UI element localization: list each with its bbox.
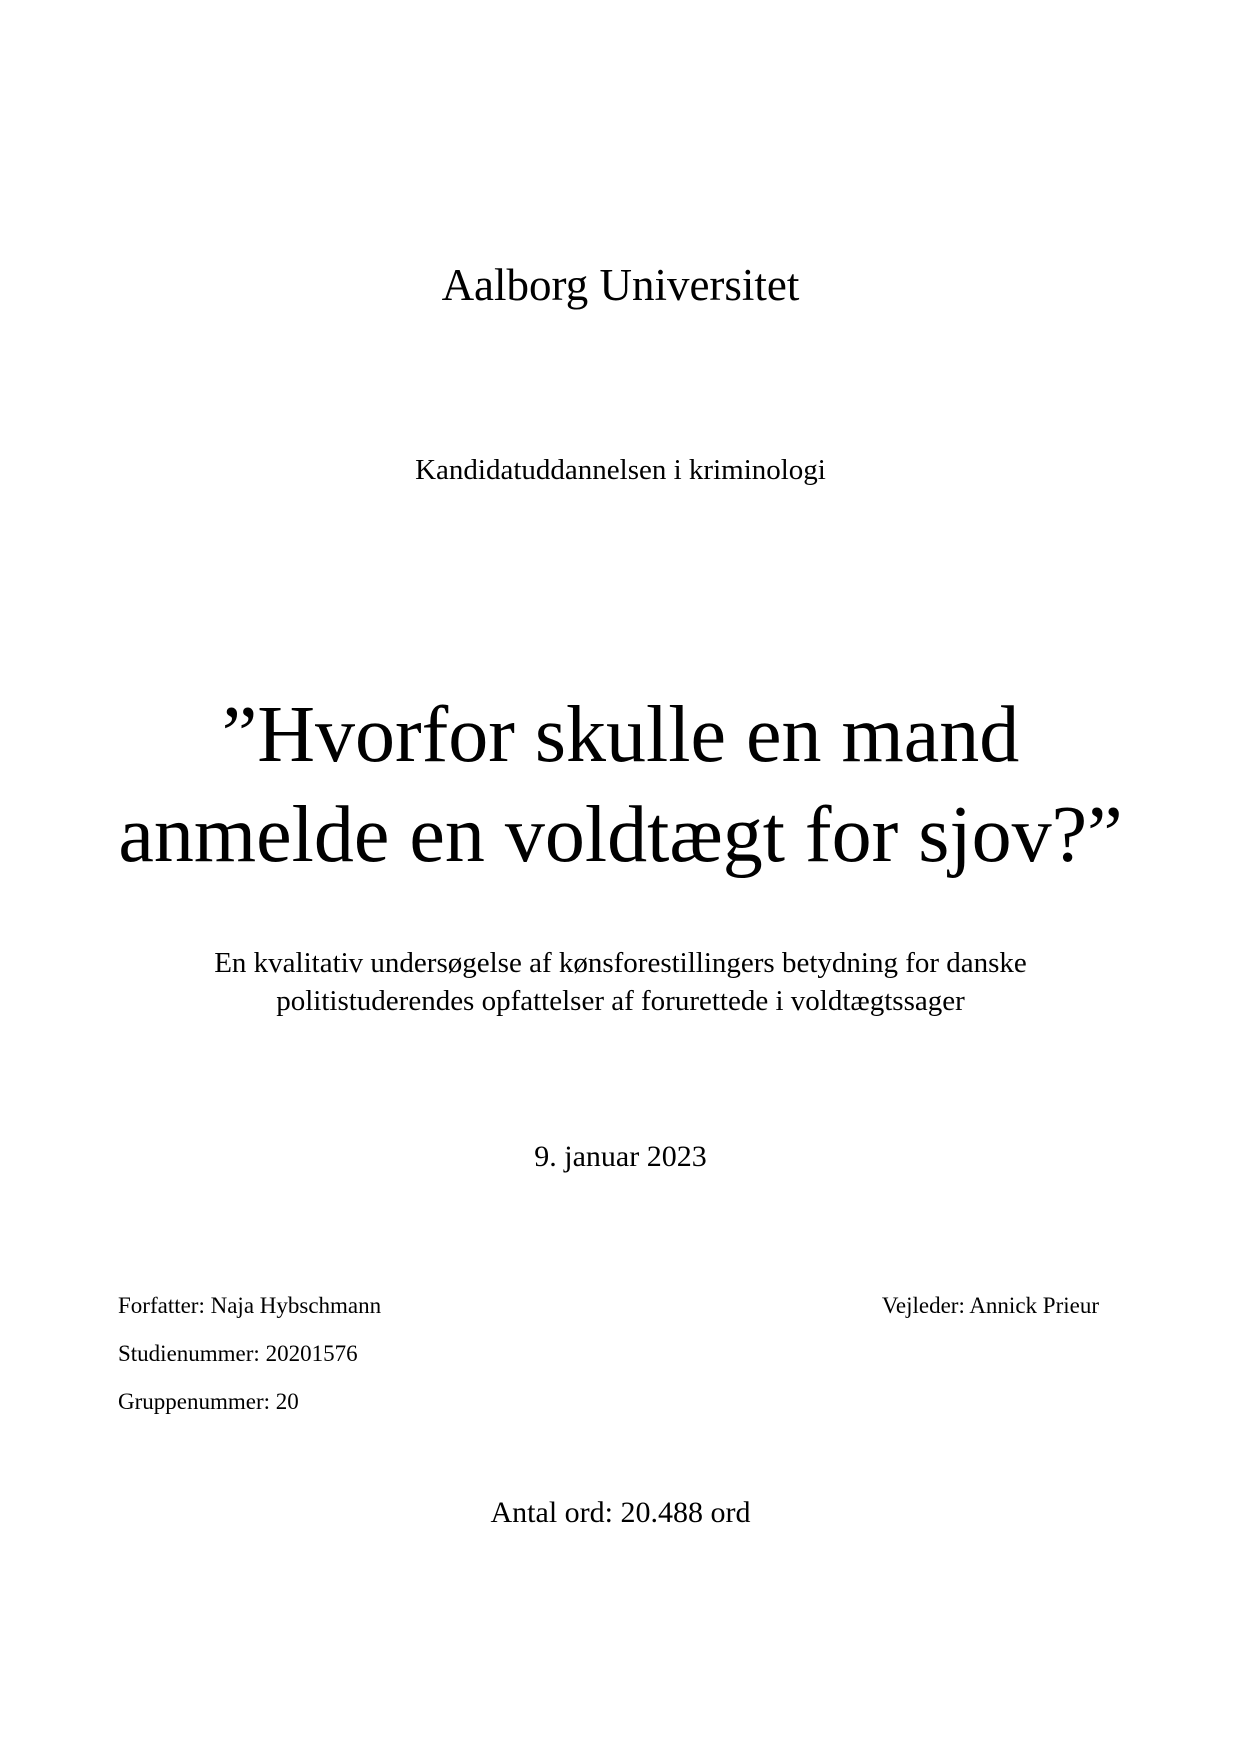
author-info <box>118 1292 381 1436</box>
thesis-title-line-1: ”Hvorfor skulle en mand <box>221 691 1020 779</box>
group-number: Gruppenummer: 20 <box>118 1389 299 1414</box>
thesis-title-line-2: anmelde en voldtægt for sjov?” <box>118 791 1123 879</box>
author-name: Forfatter: Naja Hybschmann <box>118 1293 382 1318</box>
supervisor-name: Vejleder: Annick Prieur <box>881 1293 1099 1318</box>
program-name: Kandidatuddannelsen i kriminologi <box>415 454 826 486</box>
thesis-subtitle <box>0 944 1241 1020</box>
university-name: Aalborg Universitet <box>441 260 800 310</box>
thesis-subtitle-line-1: En kvalitativ undersøgelse af kønsforestillingers betydning for danske <box>214 947 1027 979</box>
thesis-title <box>0 685 1241 885</box>
thesis-subtitle-line-2: politistuderendes opfattelser af forurettede i voldtægtssager <box>276 985 965 1017</box>
submission-date: 9. januar 2023 <box>534 1140 707 1173</box>
word-count: Antal ord: 20.488 ord <box>490 1496 751 1529</box>
student-number: Studienummer: 20201576 <box>118 1341 358 1366</box>
